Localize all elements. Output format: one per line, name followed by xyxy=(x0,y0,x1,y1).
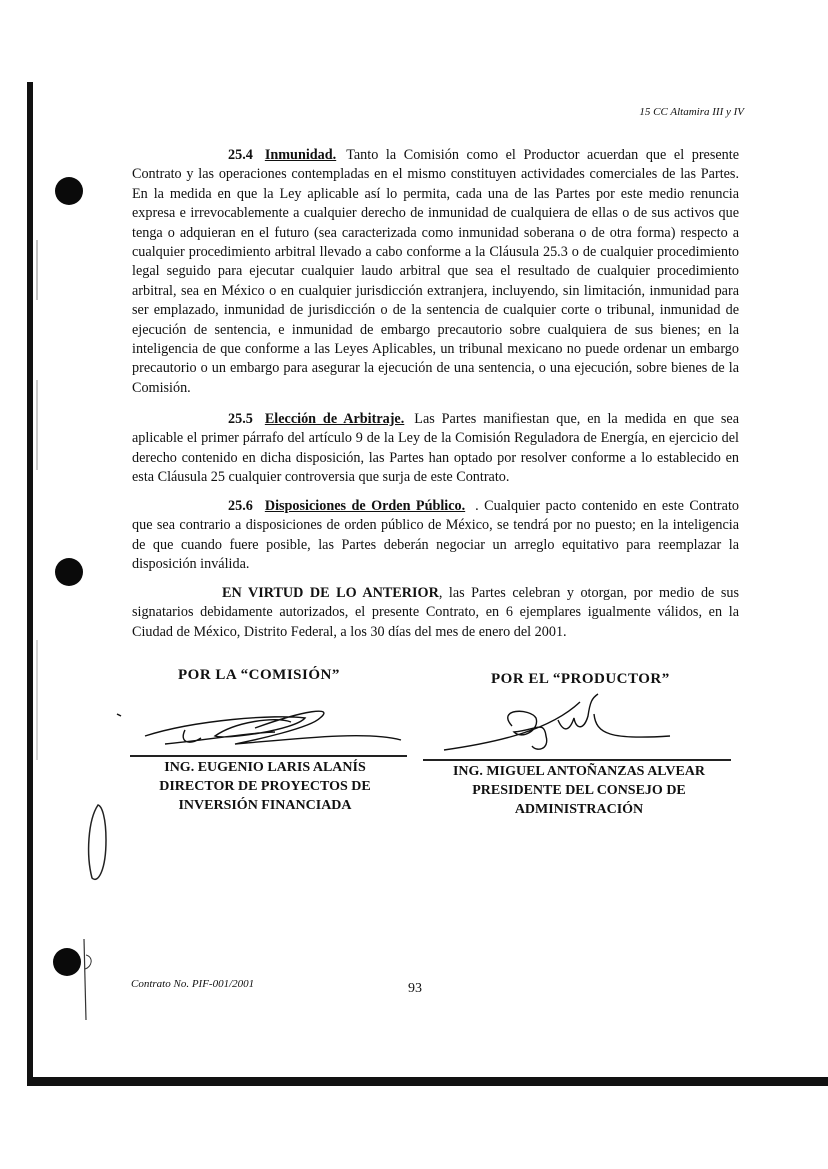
signatory-role: ADMINISTRACIÓN xyxy=(514,802,644,817)
clause-number: 25.6 xyxy=(228,498,253,514)
scan-left-border xyxy=(27,82,33,1077)
signatory-right xyxy=(424,762,734,819)
clause-25-6 xyxy=(132,497,739,575)
contract-number: Contrato No. PIF-001/2001 xyxy=(131,978,255,990)
signature-left xyxy=(105,700,415,760)
signature-right xyxy=(440,690,710,760)
closing-text: , las Partes celebran y otorgan, por medio de sus signatarios debidamente autorizados, el presente Contrato, en 6 ejemplares igualmente válidos, en la Ciudad de México, Distrito Federal, a los 30 días del mes de enero del 2001. xyxy=(132,585,739,640)
clause-number: 25.5 xyxy=(228,411,253,427)
scan-noise xyxy=(36,640,38,760)
clause-25-5 xyxy=(132,410,739,488)
signature-line-left xyxy=(130,755,407,757)
signatory-name: ING. MIGUEL ANTOÑANZAS ALVEAR xyxy=(452,764,706,779)
clause-number: 25.4 xyxy=(228,147,253,163)
punch-hole xyxy=(55,177,83,205)
signature-line-right xyxy=(423,759,731,761)
closing-lead: EN VIRTUD DE LO ANTERIOR xyxy=(222,585,439,601)
scan-bottom-border xyxy=(27,1077,828,1086)
page-number: 93 xyxy=(408,981,422,996)
scan-noise xyxy=(36,240,38,300)
clause-heading: Inmunidad. xyxy=(264,147,337,163)
clause-text: . Cualquier pacto contenido en este Contrato que sea contrario a disposiciones de orden público de México, se tendrá por no puesto; en la inteligencia de que cuando fuere posible, las Partes deberán negociar un arreglo equitativo para reemplazar la disposición inválida. xyxy=(132,498,739,573)
clause-heading: Disposiciones de Orden Público. xyxy=(264,498,466,514)
closing-paragraph xyxy=(132,584,739,642)
document-reference: 15 CC Altamira III y IV xyxy=(639,106,744,118)
signatory-role: INVERSIÓN FINANCIADA xyxy=(178,798,352,813)
signature-title-left: POR LA “COMISIÓN” xyxy=(178,667,340,683)
clause-heading: Elección de Arbitraje. xyxy=(264,411,405,427)
clause-25-4 xyxy=(132,146,739,398)
signatory-role: DIRECTOR DE PROYECTOS DE xyxy=(159,779,371,794)
margin-scribble xyxy=(80,800,120,890)
signature-title-right: POR EL “PRODUCTOR” xyxy=(491,671,670,687)
signatory-name: ING. EUGENIO LARIS ALANÍS xyxy=(164,760,366,775)
signatory-left xyxy=(120,758,410,815)
margin-mark xyxy=(70,935,100,1025)
signatory-role: PRESIDENTE DEL CONSEJO DE xyxy=(472,783,686,798)
clause-text: Tanto la Comisión como el Productor acuerdan que el presente Contrato y las operaciones contempladas en el mismo constituyen actividades comerciales de las Partes. En la medida en que la Ley aplicable así lo permita, cada una de las Partes por este medio renuncia expresa e irrevocablemente a cualquier derecho de inmunidad de cualquiera de ellas o de sus activos que tenga o adquieran en el futuro (sea caracterizada como inmunidad soberana o de otra forma) respecto a cualquier procedimiento arbitral llevado a cabo conforme a la Cláusula 25.3 o de cualquier procedimiento legal seguido para ejecutar cualquier laudo arbitral que sea el resultado de cualquier procedimiento arbitral, sea en México o en cualquier jurisdicción extranjera, incluyendo, sin limitación, inmunidad para ser emplazado, inmunidad de jurisdicción o de la sentencia de cualquier corte o tribunal, inmunidad de ejecución de sentencia, e inmunidad de embargo precautorio sobre cualquiera de sus bienes; en la inteligencia de que conforme a las Leyes Aplicables, un tribunal mexicano no puede ordenar un embargo precautorio o un embargo para asegurar la ejecución de una sentencia, o una ejecución, sobre bienes de la Comisión. xyxy=(132,147,739,396)
scan-noise xyxy=(36,380,38,470)
clause-text: Las Partes manifiestan que, en la medida en que sea aplicable el primer párrafo del artículo 9 de la Ley de la Comisión Reguladora de Energía, en ejercicio del derecho contenido en dicha disposición, las Partes han optado por resolver conforme a lo establecido en esta Cláusula 25 cualquier controversia que surja de este Contrato. xyxy=(132,411,739,486)
punch-hole xyxy=(55,558,83,586)
